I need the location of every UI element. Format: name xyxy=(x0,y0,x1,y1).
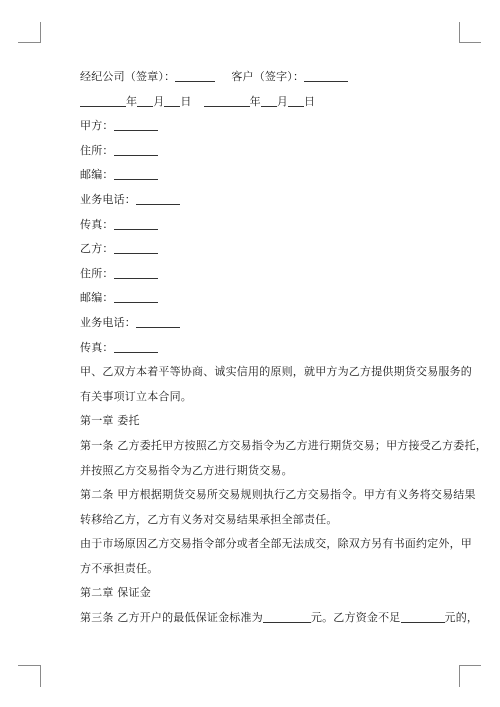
party-a-phone xyxy=(80,188,460,213)
client-signature-label: 客户（签字）： xyxy=(231,70,305,83)
party-b-title xyxy=(80,237,460,262)
party-b-label: 乙方： xyxy=(80,242,114,256)
signature-line xyxy=(80,65,460,90)
party-b-phone-blank[interactable] xyxy=(136,315,180,328)
party-b-fax-label: 传真： xyxy=(80,340,114,354)
party-a-label: 甲方： xyxy=(80,119,114,133)
month-label: 月 xyxy=(276,94,289,108)
day-blank-2[interactable] xyxy=(288,94,304,107)
year-label: 年 xyxy=(126,94,138,108)
party-a-phone-label: 业务电话： xyxy=(80,192,136,206)
date-line xyxy=(80,90,460,115)
month-label: 月 xyxy=(153,94,165,108)
party-b-fax xyxy=(80,336,460,361)
min-margin-blank[interactable] xyxy=(263,610,311,623)
article-3-text-b: 元。乙方资金不足 xyxy=(310,611,401,625)
party-a-title xyxy=(80,114,460,139)
article-2-line-2: 转移给乙方，乙方有义务对交易结果承担全部责任。 xyxy=(80,512,338,526)
month-blank-2[interactable] xyxy=(261,94,277,107)
party-b-address-label: 住所： xyxy=(80,266,114,280)
party-a-fax-blank[interactable] xyxy=(114,217,158,230)
article-1-line-2: 并按照乙方交易指令为乙方进行期货交易。 xyxy=(80,463,293,477)
article-2-line-1: 第二条 甲方根据期货交易所交易规则执行乙方交易指令。甲方有义务将交易结果 xyxy=(80,488,476,502)
party-b-postcode xyxy=(80,286,460,311)
party-b-phone xyxy=(80,311,460,336)
party-a-postcode-label: 邮编： xyxy=(80,168,114,182)
year-label: 年 xyxy=(249,94,261,108)
broker-signature-blank[interactable] xyxy=(175,69,215,82)
party-a-address xyxy=(80,139,460,164)
party-b-blank[interactable] xyxy=(114,241,158,254)
day-blank-1[interactable] xyxy=(164,94,180,107)
article-3-text-a: 第三条 乙方开户的最低保证金标准为 xyxy=(80,611,263,625)
year-blank-1[interactable] xyxy=(80,94,126,107)
party-a-address-label: 住所： xyxy=(80,143,114,157)
party-a-fax xyxy=(80,213,460,238)
client-signature-blank[interactable] xyxy=(304,69,348,82)
article-3-line-1 xyxy=(80,606,479,631)
article-2b-line-1: 由于市场原因乙方交易指令部分或者全部无法成交，除双方另有书面约定外，甲 xyxy=(80,537,472,551)
month-blank-1[interactable] xyxy=(137,94,153,107)
article-2b-line-2: 方不承担责任。 xyxy=(80,561,159,575)
chapter-1-heading: 第一章 委托 xyxy=(80,414,140,428)
article-3-text-c: 元的， xyxy=(444,611,479,625)
intro-line-2: 有关事项订立本合同。 xyxy=(80,389,192,403)
broker-signature-label: 经纪公司（签章）： xyxy=(80,70,176,83)
day-label: 日 xyxy=(180,94,192,108)
chapter-2-heading: 第二章 保证金 xyxy=(80,586,151,600)
party-a-postcode-blank[interactable] xyxy=(114,167,158,180)
insufficient-funds-blank[interactable] xyxy=(401,610,445,623)
party-b-phone-label: 业务电话： xyxy=(80,315,136,329)
year-blank-2[interactable] xyxy=(204,94,250,107)
party-a-postcode xyxy=(80,163,460,188)
party-a-blank[interactable] xyxy=(114,118,158,131)
party-b-postcode-blank[interactable] xyxy=(114,290,158,303)
party-b-address-blank[interactable] xyxy=(114,266,158,279)
day-label: 日 xyxy=(304,94,316,108)
party-a-address-blank[interactable] xyxy=(114,143,158,156)
party-b-address xyxy=(80,262,460,287)
party-a-phone-blank[interactable] xyxy=(136,192,180,205)
party-b-fax-blank[interactable] xyxy=(114,340,158,353)
article-1-line-1: 第一条 乙方委托甲方按照乙方交易指令为乙方进行期货交易；甲方接受乙方委托， xyxy=(80,438,487,452)
intro-line-1: 甲、乙双方本着平等协商、诚实信用的原则，就甲方为乙方提供期货交易服务的 xyxy=(80,365,472,379)
contract-text xyxy=(80,65,487,631)
party-a-fax-label: 传真： xyxy=(80,217,114,231)
party-b-postcode-label: 邮编： xyxy=(80,291,114,305)
